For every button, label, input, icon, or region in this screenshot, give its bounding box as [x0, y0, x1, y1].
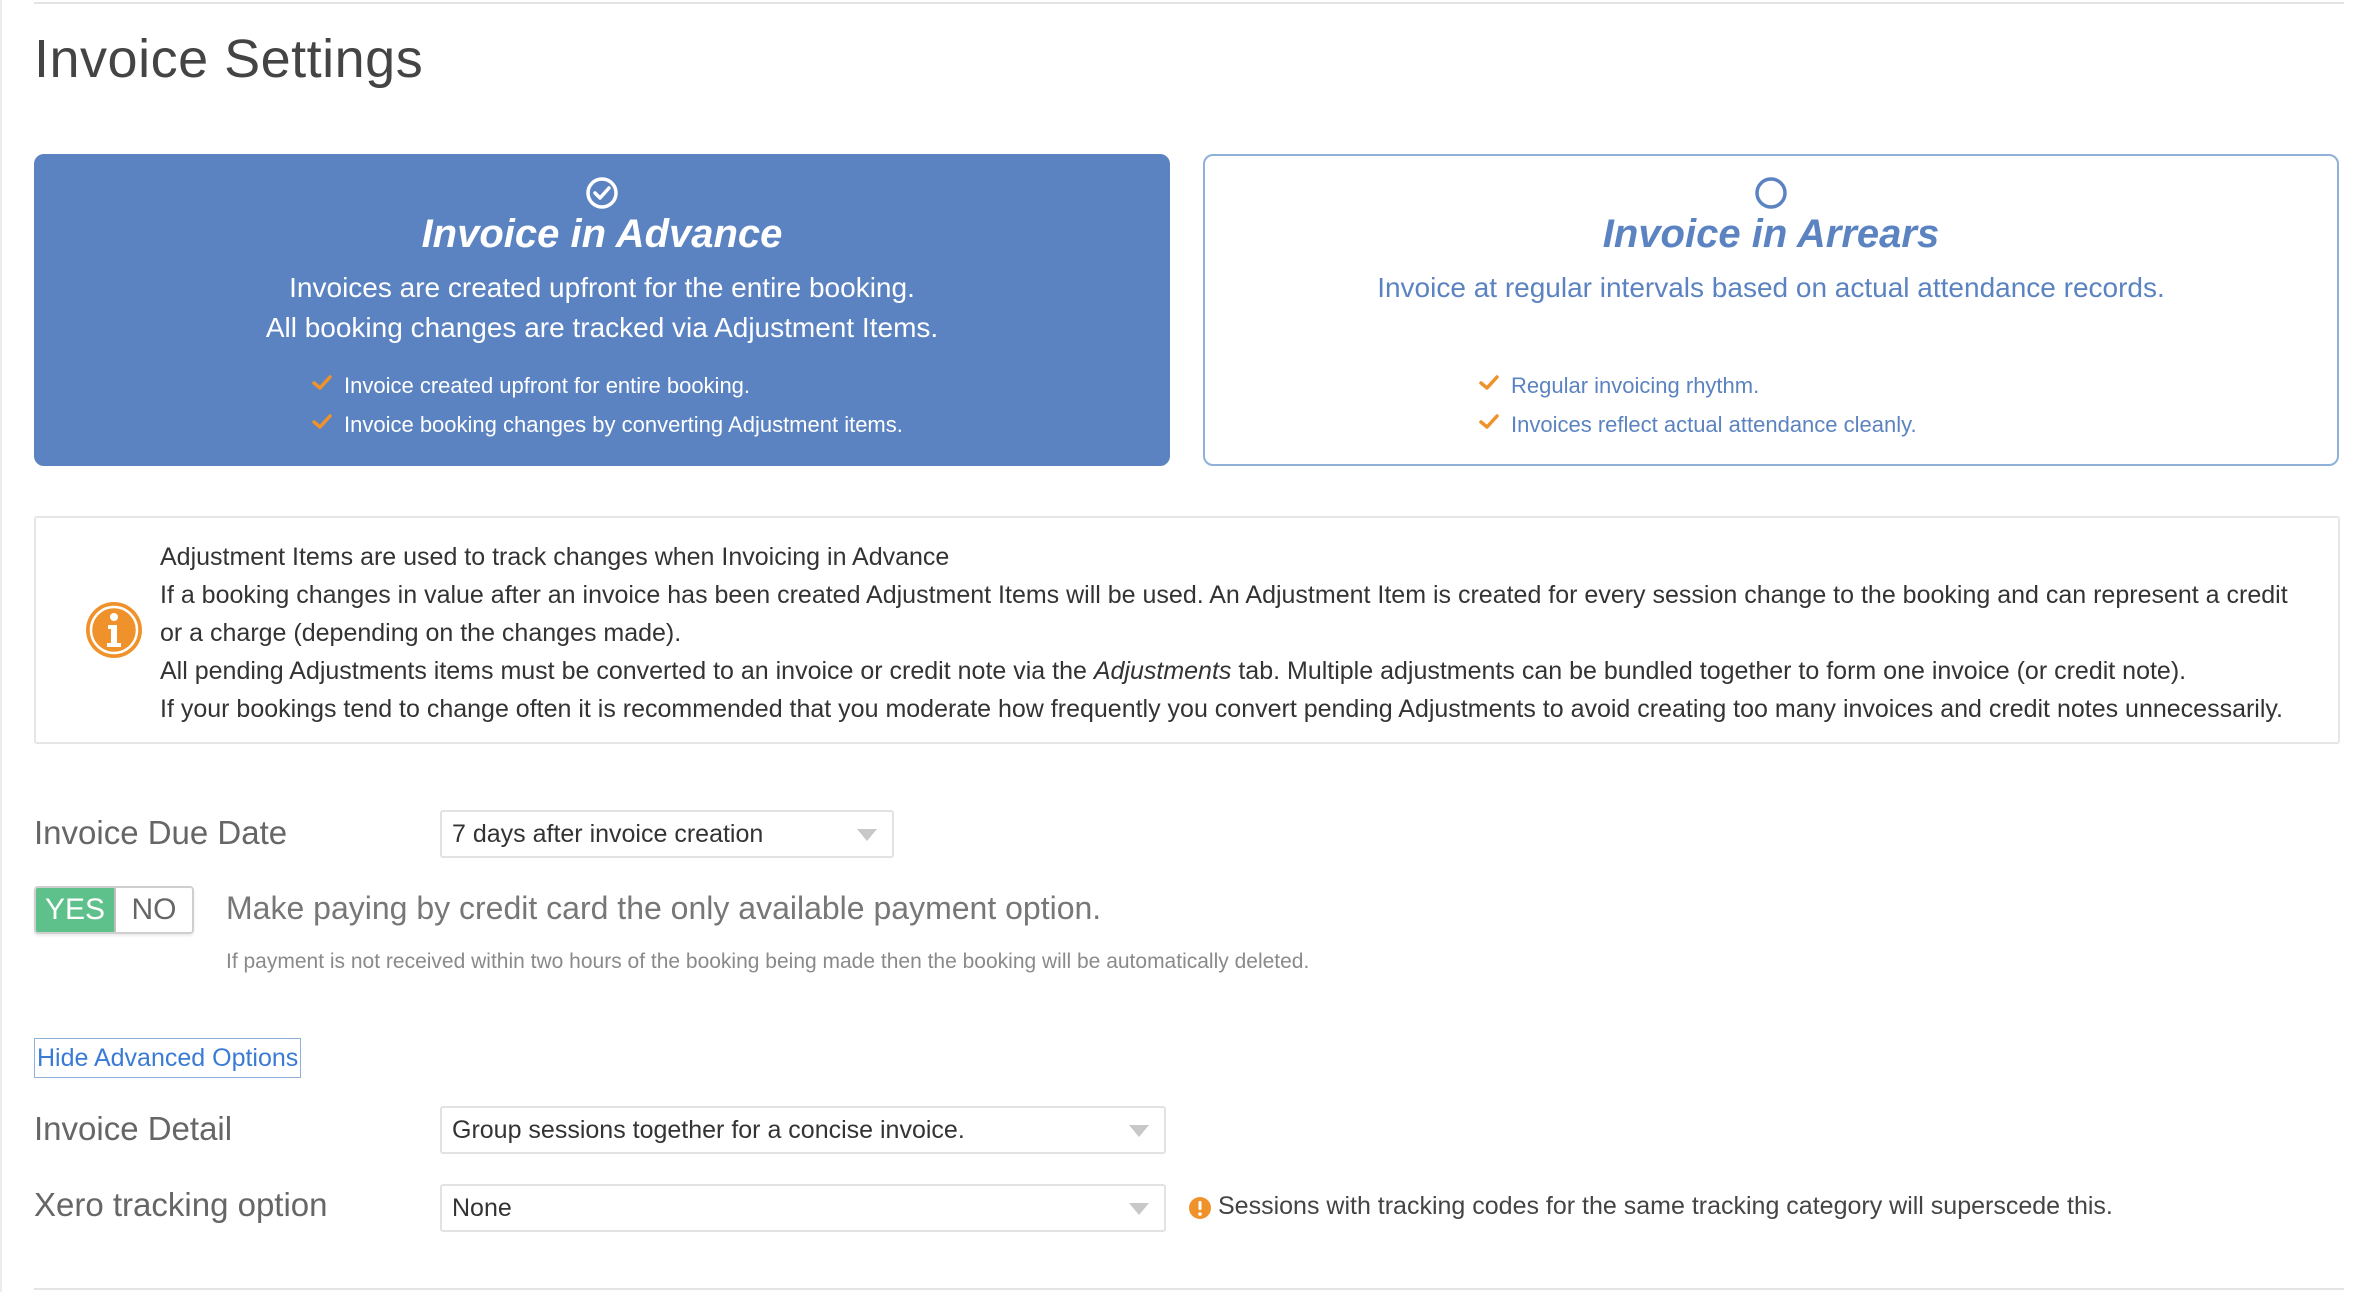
checkmark-icon: [312, 414, 332, 430]
xero-tracking-warning: Sessions with tracking codes for the same tracking category will superscede this.: [1218, 1192, 2113, 1220]
select-value: None: [452, 1194, 512, 1222]
chevron-down-icon: [1128, 1202, 1150, 1216]
credit-card-only-toggle[interactable]: [34, 886, 194, 934]
bottom-divider: [34, 1288, 2344, 1290]
xero-tracking-select[interactable]: [440, 1184, 1166, 1232]
info-text: [160, 538, 2298, 728]
option-title: Invoice in Arrears: [1602, 212, 1940, 256]
invoice-due-date-label: Invoice Due Date: [34, 814, 288, 851]
invoice-due-date-select[interactable]: [440, 810, 894, 858]
option-benefits-list: [312, 366, 903, 444]
list-item-text: Regular invoicing rhythm.: [1511, 373, 1760, 398]
info-paragraph: If a booking changes in value after an invoice has been created Adjustment Items will be used. An Adjustment Item is created for every session change to the booking and can represent a credit or a charge (depending on the changes made).: [160, 581, 2288, 647]
radio-empty-icon: [1754, 176, 1788, 210]
info-paragraph: If your bookings tend to change often it is recommended that you moderate how frequently you convert pending Adjustments to avoid creating too many invoices and credit notes unnecessarily.: [160, 695, 2283, 723]
top-divider: [34, 2, 2344, 4]
toggle-no[interactable]: NO: [116, 888, 192, 932]
adjustments-tab-reference: Adjustments: [1093, 657, 1232, 685]
toggle-yes[interactable]: YES: [36, 888, 116, 932]
option-description-line: Invoices are created upfront for the entire booking.: [289, 272, 915, 303]
option-invoice-in-advance[interactable]: [34, 154, 1170, 466]
check-circle-icon: [585, 176, 619, 210]
list-item: [1479, 366, 1917, 405]
xero-tracking-label: Xero tracking option: [34, 1186, 328, 1223]
option-description-line: Invoice at regular intervals based on actual attendance records.: [1377, 272, 2165, 303]
credit-card-only-label: Make paying by credit card the only available payment option.: [226, 890, 1102, 926]
info-paragraph: [160, 652, 2298, 690]
checkmark-icon: [1479, 414, 1499, 430]
info-text-segment: tab. Multiple adjustments can be bundled together to form one invoice (or credit note).: [1231, 657, 2187, 685]
list-item-text: Invoices reflect actual attendance cleanly.: [1511, 412, 1917, 437]
list-item-text: Invoice booking changes by converting Adjustment items.: [344, 412, 903, 437]
info-text-segment: All pending Adjustments items must be converted to an invoice or credit note via the: [160, 657, 1094, 685]
chevron-down-icon: [856, 828, 878, 842]
warning-icon: [1188, 1196, 1212, 1220]
option-description: [1205, 268, 2337, 308]
credit-card-only-help: If payment is not received within two hours of the booking being made then the booking will be automatically deleted.: [226, 950, 1310, 973]
invoice-detail-select[interactable]: [440, 1106, 1166, 1154]
checkmark-icon: [312, 375, 332, 391]
option-title: Invoice in Advance: [421, 212, 783, 256]
option-description: [36, 268, 1168, 348]
list-item: [312, 366, 903, 405]
select-value: 7 days after invoice creation: [452, 820, 764, 848]
info-heading: Adjustment Items are used to track changes when Invoicing in Advance: [160, 543, 950, 571]
option-benefits-list: [1479, 366, 1917, 444]
checkmark-icon: [1479, 375, 1499, 391]
info-icon: [84, 600, 144, 660]
option-description-line: All booking changes are tracked via Adjustment Items.: [265, 312, 939, 343]
list-item: [312, 405, 903, 444]
list-item: [1479, 405, 1917, 444]
hide-advanced-options-link[interactable]: Hide Advanced Options: [34, 1038, 301, 1078]
list-item-text: Invoice created upfront for entire booking.: [344, 373, 751, 398]
left-border: [0, 0, 2, 1292]
page-title: Invoice Settings: [34, 29, 424, 89]
invoice-detail-label: Invoice Detail: [34, 1110, 233, 1147]
adjustment-info-box: [34, 516, 2340, 744]
option-invoice-in-arrears[interactable]: [1203, 154, 2339, 466]
select-value: Group sessions together for a concise invoice.: [452, 1116, 965, 1144]
chevron-down-icon: [1128, 1124, 1150, 1138]
